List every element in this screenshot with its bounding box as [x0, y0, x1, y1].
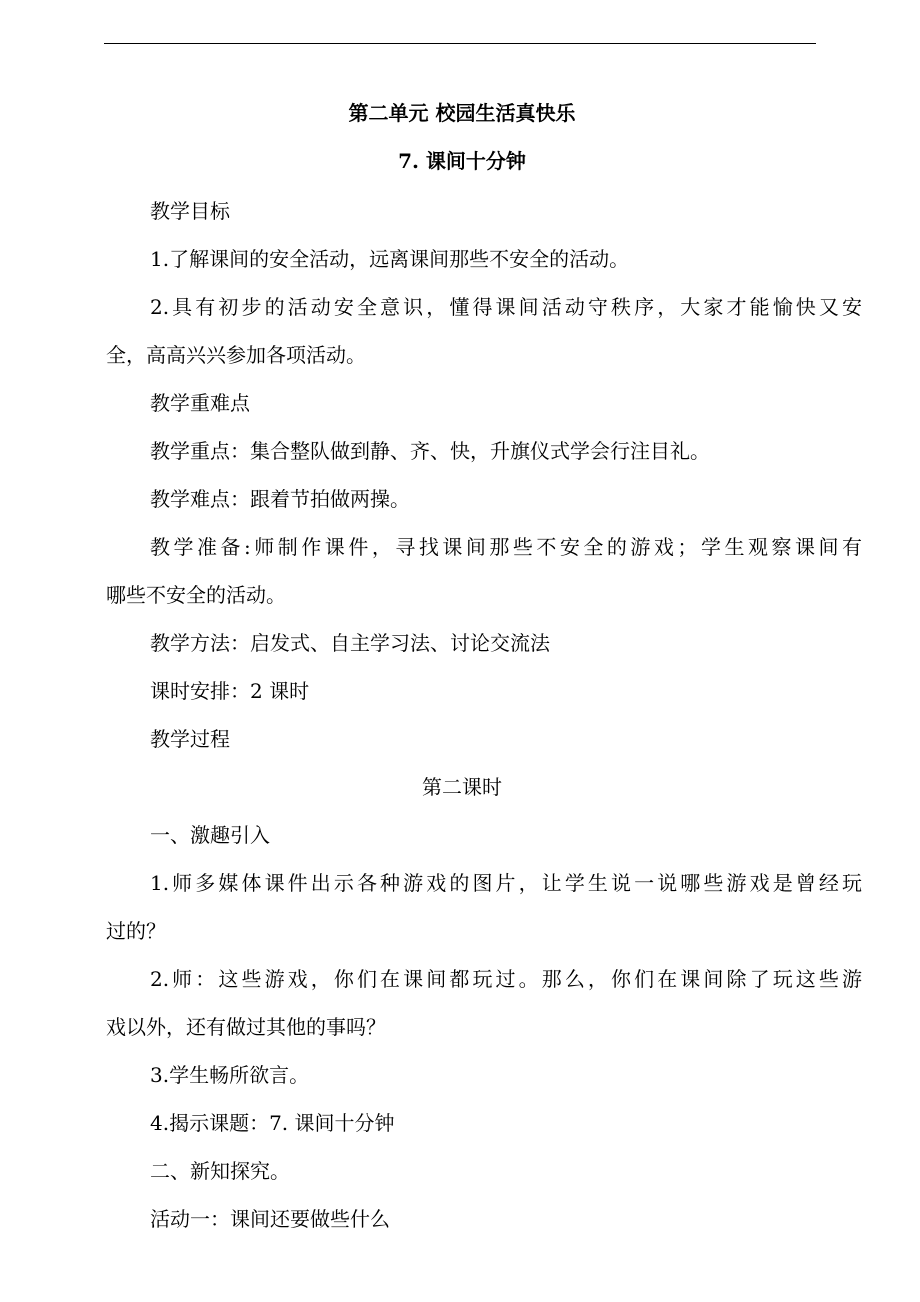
section-heading-objectives: 教学目标 — [150, 199, 230, 223]
part-two-heading: 二、新知探究。 — [150, 1159, 290, 1183]
step-2-line-2: 戏以外，还有做过其他的事吗？ — [106, 1015, 386, 1039]
step-1-line-2: 过的？ — [106, 919, 166, 943]
step-4: 4.揭示课题：7. 课间十分钟 — [150, 1111, 395, 1135]
lesson-title: 7. 课间十分钟 — [398, 149, 526, 173]
objective-2-line-1: 2.具有初步的活动安全意识，懂得课间活动守秩序，大家才能愉快又安 — [150, 295, 862, 319]
objective-1: 1.了解课间的安全活动，远离课间那些不安全的活动。 — [150, 247, 630, 271]
period-title: 第二课时 — [422, 775, 502, 799]
key-point: 教学重点：集合整队做到静、齐、快，升旗仪式学会行注目礼。 — [150, 439, 710, 463]
step-3: 3.学生畅所欲言。 — [150, 1063, 310, 1087]
preparation-line-1: 教学准备:师制作课件，寻找课间那些不安全的游戏；学生观察课间有 — [150, 535, 862, 559]
activity-one: 活动一：课间还要做些什么 — [150, 1207, 390, 1231]
section-heading-process: 教学过程 — [150, 727, 230, 751]
part-one-heading: 一、激趣引入 — [150, 823, 270, 847]
unit-title: 第二单元 校园生活真快乐 — [348, 101, 576, 125]
teaching-methods: 教学方法：启发式、自主学习法、讨论交流法 — [150, 631, 550, 655]
difficult-point: 教学难点：跟着节拍做两操。 — [150, 487, 410, 511]
preparation-line-2: 哪些不安全的活动。 — [106, 583, 286, 607]
objective-2-line-2: 全，高高兴兴参加各项活动。 — [106, 343, 366, 367]
header-rule — [104, 43, 816, 44]
class-hours: 课时安排：2 课时 — [150, 679, 310, 703]
step-1-line-1: 1.师多媒体课件出示各种游戏的图片，让学生说一说哪些游戏是曾经玩 — [150, 871, 862, 895]
step-2-line-1: 2.师：这些游戏，你们在课间都玩过。那么，你们在课间除了玩这些游 — [150, 967, 862, 991]
section-heading-key-points: 教学重难点 — [150, 391, 250, 415]
